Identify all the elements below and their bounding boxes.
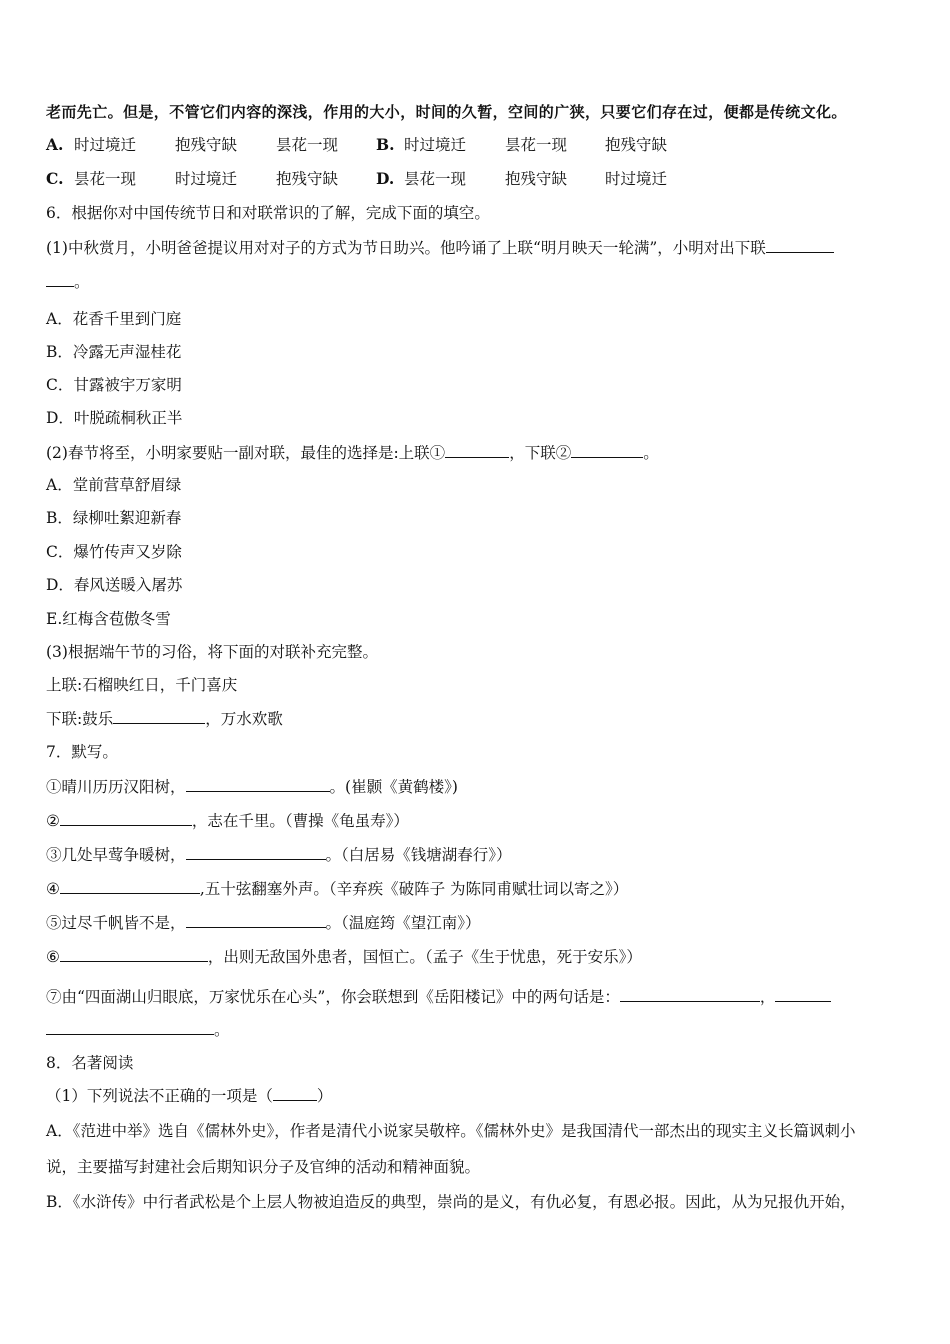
q7-line-5-blank[interactable] (186, 911, 326, 928)
option-c-label: C. (46, 169, 64, 188)
q6-part-1-blank-cont[interactable] (46, 270, 74, 287)
q6-part-2-mid: ，下联② (509, 444, 572, 462)
question-7-stem: 7．默写。 (46, 743, 118, 761)
option-b-word-1: 时过境迁 (404, 136, 467, 154)
option-b-label: B. (376, 135, 395, 154)
q7-line-1 (46, 775, 458, 798)
q6-part-3-blank[interactable] (113, 707, 205, 724)
q7-line-7-blank-2[interactable] (775, 985, 831, 1002)
option-c-word-3: 抱残守缺 (276, 170, 339, 188)
q6-p2-option-b: B．绿柳吐絮迎新春 (46, 509, 182, 527)
q7-line-7-blank-2-cont[interactable] (46, 1018, 214, 1035)
q6-part-2-blank-lower[interactable] (571, 441, 643, 458)
q8-sub-1 (46, 1084, 332, 1107)
q7-line-7-continuation (46, 1018, 230, 1041)
q7-line-4-prefix: ④ (46, 880, 60, 898)
q7-line-5-prefix: ⑤过尽千帆皆不是， (46, 914, 186, 932)
q6-part-2-end: 。 (643, 444, 659, 462)
q6-part-2-text (46, 441, 659, 464)
q6-p2-option-d: D．春风送暖入屠苏 (46, 576, 183, 594)
q7-line-7-blank-1[interactable] (620, 985, 760, 1002)
q7-line-2-prefix: ② (46, 812, 60, 830)
option-c-word-1: 昙花一现 (74, 170, 137, 188)
q6-p2-option-c: C．爆竹传声又岁除 (46, 543, 182, 561)
q6-part-2-prompt: (2)春节将至，小明家要贴一副对联，最佳的选择是:上联① (46, 444, 446, 462)
q8-sub-1-prompt: （1）下列说法不正确的一项是（ (46, 1087, 273, 1105)
q7-line-2-suffix: ，志在千里。（曹操《龟虽寿》） (191, 812, 409, 830)
q7-line-7-end: 。 (214, 1021, 230, 1039)
q7-line-2 (46, 809, 409, 832)
q6-part-1-blank[interactable] (766, 236, 834, 253)
question-6-stem: 6．根据你对中国传统节日和对联常识的了解，完成下面的填空。 (46, 204, 490, 222)
q6-p2-option-e: E.红梅含苞傲冬雪 (46, 610, 171, 628)
q7-line-5 (46, 911, 481, 934)
option-d-word-2: 抱残守缺 (505, 170, 568, 188)
option-d-label: D. (376, 169, 395, 188)
q7-line-5-suffix: 。（温庭筠《望江南》） (325, 914, 481, 932)
option-d-word-1: 昙花一现 (404, 170, 467, 188)
option-b-word-3: 抱残守缺 (605, 136, 668, 154)
q7-line-1-blank[interactable] (186, 775, 330, 792)
q6-p1-option-b: B．冷露无声湿桂花 (46, 343, 182, 361)
q7-line-7-comma: ， (759, 988, 776, 1006)
q7-line-3 (46, 843, 512, 866)
q6-p1-option-a: A．花香千里到门庭 (46, 310, 182, 328)
q6-part-3-lower-couplet (46, 707, 283, 730)
option-d-word-3: 时过境迁 (605, 170, 668, 188)
q7-line-1-suffix: 。(崔颢《黄鹤楼》) (329, 778, 458, 796)
option-a-label: A. (46, 135, 64, 154)
q7-line-3-prefix: ③几处早莺争暖树， (46, 846, 186, 864)
option-a-word-3: 昙花一现 (276, 136, 339, 154)
q7-line-4 (46, 877, 628, 900)
q7-line-2-blank[interactable] (60, 809, 192, 826)
q6-part-1-text (46, 236, 834, 259)
q6-part-2-blank-upper[interactable] (445, 441, 509, 458)
q7-line-6-prefix: ⑥ (46, 948, 60, 966)
q7-line-4-blank[interactable] (60, 877, 200, 894)
q7-line-6-blank[interactable] (60, 945, 208, 962)
option-a-word-1: 时过境迁 (74, 136, 137, 154)
q6-part-1-end: 。 (74, 273, 90, 291)
option-c-word-2: 时过境迁 (175, 170, 238, 188)
q8-option-a-line-2: 说，主要描写封建社会后期知识分子及官绅的活动和精神面貌。 (46, 1158, 481, 1176)
q8-sub-1-close: ） (316, 1087, 333, 1105)
option-b-word-2: 昙花一现 (505, 136, 568, 154)
q7-line-7-prompt: ⑦由“四面湖山归眼底，万家忧乐在心头”，你会联想到《岳阳楼记》中的两句话是： (46, 988, 620, 1006)
q6-part-1-prompt: (1)中秋赏月，小明爸爸提议用对对子的方式为节日助兴。他吟诵了上联“明月映天一轮满”，小明对出下联 (46, 239, 766, 257)
intro-text: 老而先亡。但是，不管它们内容的深浅，作用的大小，时间的久暂，空间的广狭，只要它们存在过，便都是传统文化。 (46, 103, 847, 121)
q7-line-3-suffix: 。（白居易《钱塘湖春行》） (325, 846, 512, 864)
q6-part-3-lower-prefix: 下联:鼓乐 (46, 710, 114, 728)
q7-line-6-suffix: ，出则无敌国外患者，国恒亡。（孟子《生于忧患，死于安乐》） (207, 948, 642, 966)
q7-line-3-blank[interactable] (186, 843, 326, 860)
q7-line-7 (46, 985, 831, 1008)
q6-p2-option-a: A．堂前营草舒眉绿 (46, 476, 182, 494)
q6-part-3-lower-suffix: ，万水欢歌 (205, 710, 283, 728)
q8-option-b-line-1: B．《水浒传》中行者武松是个上层人物被迫造反的典型，崇尚的是义，有仇必复，有恩必报。因此，从为兄报仇开始， (46, 1193, 856, 1211)
q6-part-3-upper-couplet: 上联:石榴映红日，千门喜庆 (46, 676, 238, 694)
q6-part-1-continuation (46, 270, 90, 293)
q7-line-4-suffix: ,五十弦翻塞外声。（辛弃疾《破阵子 为陈同甫赋壮词以寄之》） (199, 880, 629, 898)
question-8-stem: 8．名著阅读 (46, 1054, 134, 1072)
q7-line-6 (46, 945, 642, 968)
q6-p1-option-c: C．甘露被宇万家明 (46, 376, 182, 394)
q8-option-a-line-1: A．《范进中举》选自《儒林外史》，作者是清代小说家吴敬梓。《儒林外史》是我国清代一部杰出的现实主义长篇讽刺小 (46, 1122, 856, 1140)
q7-line-1-prefix: ①晴川历历汉阳树， (46, 778, 186, 796)
q6-part-3-text: (3)根据端午节的习俗，将下面的对联补充完整。 (46, 643, 378, 661)
option-a-word-2: 抱残守缺 (175, 136, 238, 154)
q8-sub-1-blank[interactable] (273, 1084, 317, 1101)
q6-p1-option-d: D．叶脱疏桐秋正半 (46, 409, 183, 427)
